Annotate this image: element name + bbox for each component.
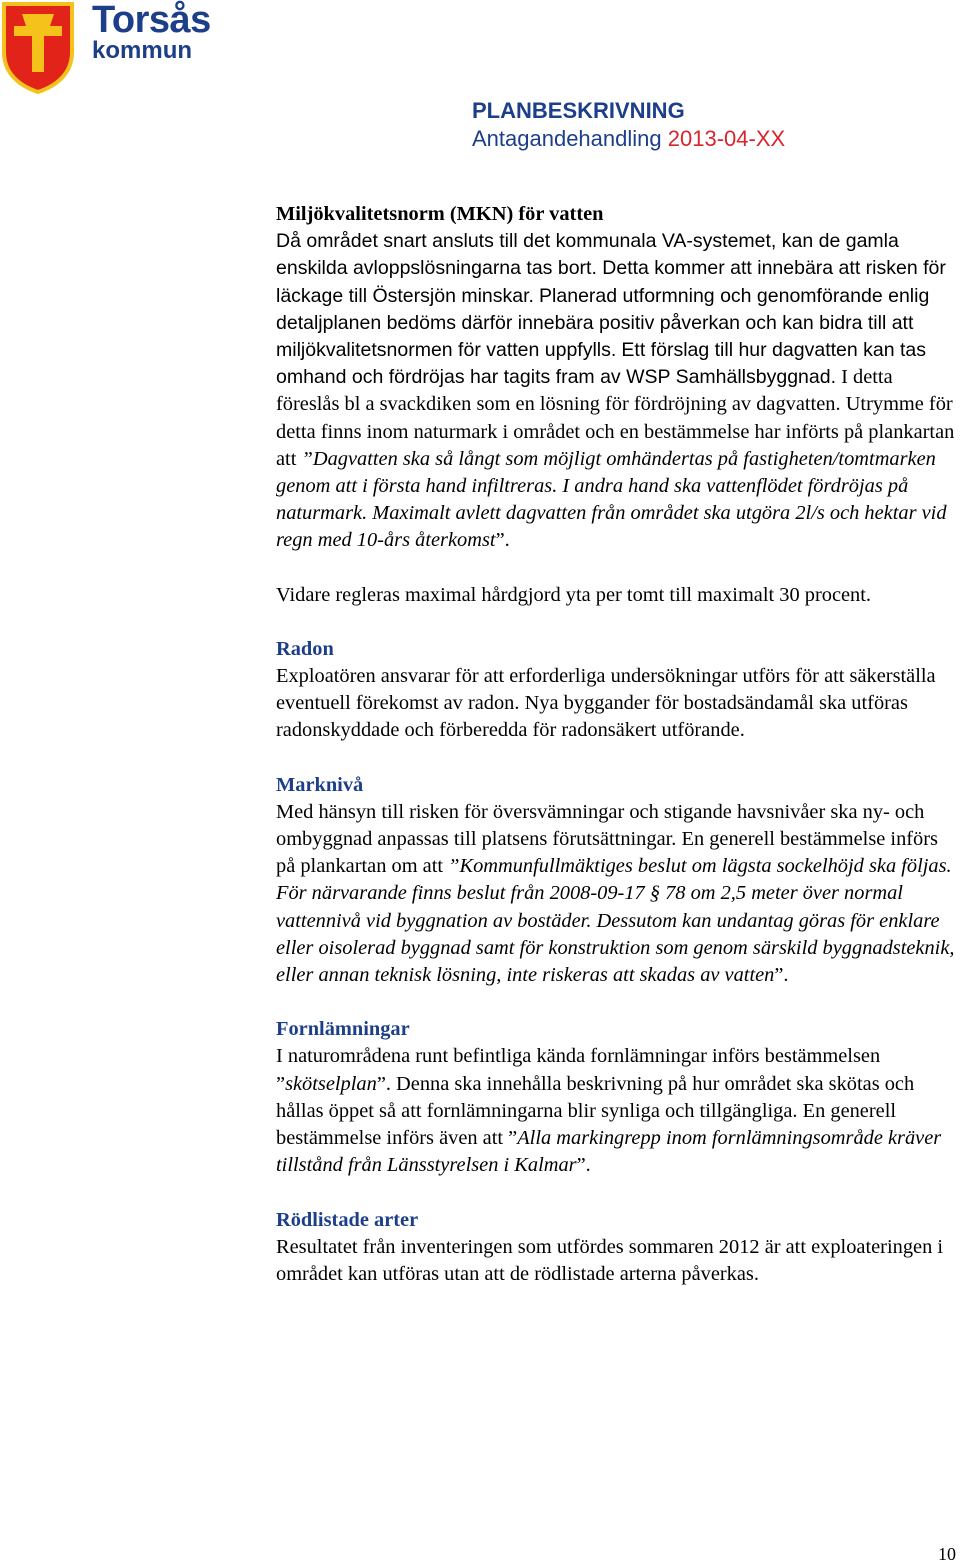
document-status — [472, 125, 785, 153]
section-rodlistade-heading: Rödlistade arter — [276, 1208, 419, 1231]
section-rodlistade-text: Resultatet från inventeringen som utfördes sommaren 2012 är att exploateringen i området kan utföras utan att de rödlistade arterna påverkas. — [276, 1235, 944, 1285]
section-mkn-end: ”. — [495, 529, 510, 552]
brand-subtitle: kommun — [92, 37, 193, 64]
section-mkn-text-4: Utrymme för detta finns inom naturmark i området och en bestämmelse har införts på plankartan att — [276, 393, 955, 470]
section-markniva-italic: ”Kommunfullmäktiges beslut om lägsta sockelhöjd ska följas. För närvarande finns beslut från 2008-09-17 § 78 om 2,5 meter över normal vattennivå vid byggnation av bostäder. Dessutom kan undantag göras för enklare eller oisolerad byggnad samt för konstruktion som genom särskild byggnadsteknik, eller annan teknisk lösning, inte riskeras att skadas av vatten — [276, 855, 955, 987]
section-mkn — [276, 201, 960, 555]
document-body — [276, 201, 960, 1288]
document-status-date: 2013-04-XX — [667, 126, 786, 151]
brand — [92, 0, 211, 64]
document-header — [472, 97, 785, 153]
document-status-prefix: Antagandehandling — [472, 126, 662, 151]
section-radon — [276, 636, 960, 745]
page-number: 10 — [938, 1544, 956, 1564]
section-mkn-italic-quote: ”Dagvatten ska så långt som möjligt omhändertas på fastigheten/tomtmarken genom att i första hand infiltreras. I andra hand ska vattenflödet fördröjas på naturmark. Maximalt avlett dagvatten från området ska utgöra 2l/s och hektar vid regn med 10-års återkomst — [276, 447, 947, 552]
section-fornlamningar-italic-a: skötselplan — [285, 1072, 377, 1095]
section-fornlamningar-italic-b: Alla markingrepp inom fornlämningsområde kräver tillstånd från Länsstyrelsen i Kalmar — [276, 1127, 942, 1177]
section-hardgjord-text: Vidare regleras maximal hårdgjord yta per tomt till maximalt 30 procent. — [276, 583, 872, 606]
section-radon-heading: Radon — [276, 637, 334, 660]
section-fornlamningar-paragraph — [276, 1043, 960, 1179]
section-markniva — [276, 772, 960, 990]
section-mkn-paragraph — [276, 228, 960, 554]
brand-name: Torsås — [92, 0, 211, 41]
section-mkn-heading: Miljökvalitetsnorm (MKN) för vatten — [276, 203, 604, 225]
section-mkn-text-1: Planerad utformning och genomförande enlig detaljplanen bedöms därför innebära positiv påverkan och kan bidra till att miljökvalitetsnormen för vatten uppfylls. — [276, 284, 930, 362]
section-markniva-heading: Marknivå — [276, 773, 364, 796]
section-markniva-end: ”. — [774, 964, 789, 987]
section-rodlistade — [276, 1207, 960, 1289]
section-radon-text: Exploatören ansvarar för att erforderliga undersökningar utförs för att säkerställa eventuell förekomst av radon. Nya byggander för bostadsändamål ska utföras radonskyddade och förberedda för radonsäkert utförande. — [276, 665, 936, 742]
torsas-coat-of-arms-logo — [0, 0, 76, 94]
section-fornlamningar-text-b: ”. Denna ska innehålla beskrivning på hur området ska skötas och hållas öppet så att fornlämningarna blir synliga och tillgängliga. En generell bestämmelse införs även att ” — [276, 1072, 915, 1150]
section-fornlamningar — [276, 1016, 960, 1179]
section-mkn-text-3: I detta föreslås bl a svackdiken som en lösning för fördröjning av dagvatten. — [276, 366, 893, 416]
section-markniva-paragraph — [276, 799, 960, 989]
section-mkn-sans-text: Då området snart ansluts till det kommunala VA-systemet, kan de gamla enskilda avloppslösningarna tas bort. Detta kommer att innebära att risken för läckage till Östersjön minskar. — [276, 230, 946, 307]
section-markniva-text: Med hänsyn till risken för översvämningar och stigande havsnivåer ska ny- och ombyggnad anpassas till platsens förutsättningar. En generell bestämmelse införs på plankartan om att — [276, 800, 938, 878]
section-fornlamningar-text-a: I naturområdena runt befintliga kända fornlämningar införs bestämmelsen ” — [276, 1045, 881, 1095]
document-title: PLANBESKRIVNING — [472, 98, 685, 123]
section-fornlamningar-end: ”. — [576, 1154, 591, 1177]
section-fornlamningar-heading: Fornlämningar — [276, 1018, 410, 1041]
section-mkn-text-2: Ett förslag till hur dagvatten kan tas omhand och fördröjas har tagits fram av WSP Samhällsbyggnad. — [276, 339, 927, 389]
section-hardgjord — [276, 582, 960, 609]
